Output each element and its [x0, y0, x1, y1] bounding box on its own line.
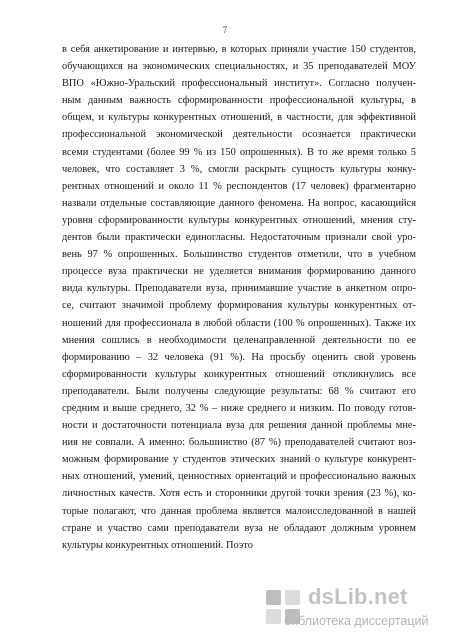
- text-line: вида культуры. Преподаватели вуза, принимавшие участие в анкетном опро-: [62, 283, 416, 295]
- text-line: процессе вуза практически не уделяется внимания формированию данного: [62, 266, 416, 278]
- text-line: ния не совпали. А именно: большинство (87 %) преподавателей считают воз-: [62, 437, 416, 449]
- text-line: сформированности культуры конкурентных отношений откликнулись все: [62, 368, 416, 380]
- text-line: в себя анкетирование и интервью, в которых приняли участие 150 студентов,: [62, 44, 416, 55]
- text-line: профессиональной экономической деятельности осознается практически: [62, 129, 416, 141]
- watermark-subtitle: библиотека диссертаций: [284, 614, 429, 628]
- text-line: средним и выше среднего, 32 % – ниже среднего и низким. По поводу готов-: [62, 402, 416, 414]
- text-line: ным данным важность сформированности профессиональной культуры, в: [62, 95, 416, 107]
- text-line: ности и достаточности потенциала вуза для решения данной проблемы мне-: [62, 420, 416, 432]
- text-line: формированию – 32 человека (91 %). На просьбу оценить свой уровень: [62, 351, 416, 363]
- watermark: [256, 580, 450, 637]
- body-text: [62, 41, 416, 554]
- text-line: обучающихся на экономических специальностях, и 35 преподавателей МОУ: [62, 61, 416, 73]
- text-line: стране и участво сами преподаватели вуза не обладают должным уровнем: [62, 522, 416, 534]
- text-line: се, считают значимой проблему формирования культуры конкурентных от-: [62, 300, 416, 312]
- text-line: назвали отдельные составляющие данного феномена. На вопрос, касающийся: [62, 197, 416, 209]
- text-line: дентов были практически единогласны. Недостаточным признали свой уро-: [62, 232, 416, 244]
- text-line: общем, и культуры конкурентных отношений, в частности, для эффективной: [62, 112, 416, 124]
- watermark-brand: dsLib.net: [308, 584, 408, 609]
- text-line: ношений для профессионала в любой области (100 % опрошенных). Также их: [62, 317, 416, 329]
- text-line: человек, что составляет 3 %, смогли раскрыть сущность культуры конку-: [62, 163, 416, 175]
- text-line: ных отношений, умений, ценностных ориентаций и профессионально важных: [62, 471, 416, 483]
- text-line: вень 97 % опрошенных. Большинство студентов отметили, что в учебном: [62, 249, 416, 261]
- text-line: культуры конкурентных отношений. Поэто: [62, 539, 253, 551]
- text-line: личностных качеств. Хотя есть и сторонники другой точки зрения (23 %), ко-: [62, 488, 416, 500]
- text-line: ВПО «Южно-Уральский профессиональный институт». Согласно получен-: [62, 78, 416, 90]
- text-line: мнения сошлись в необходимости целенаправленной деятельности по ее: [62, 334, 416, 346]
- text-line: рентных отношений и около 11 % респондентов (17 человек) фрагментарно: [62, 180, 416, 192]
- text-line: преподаватели. Были получены следующие результаты: 68 % считают его: [62, 385, 416, 397]
- text-line: торые полагают, что данная проблема является малоисследованной в нашей: [62, 505, 416, 517]
- text-line: уровня сформированности культуры конкурентных отношений, мнения сту-: [62, 214, 416, 226]
- text-line: можным формирование у студентов этических знаний о культуре конкурент-: [62, 454, 416, 466]
- text-line: всеми студентами (более 99 % из 150 опрошенных). В то же время только 5: [62, 146, 416, 158]
- page-number: 7: [222, 25, 228, 35]
